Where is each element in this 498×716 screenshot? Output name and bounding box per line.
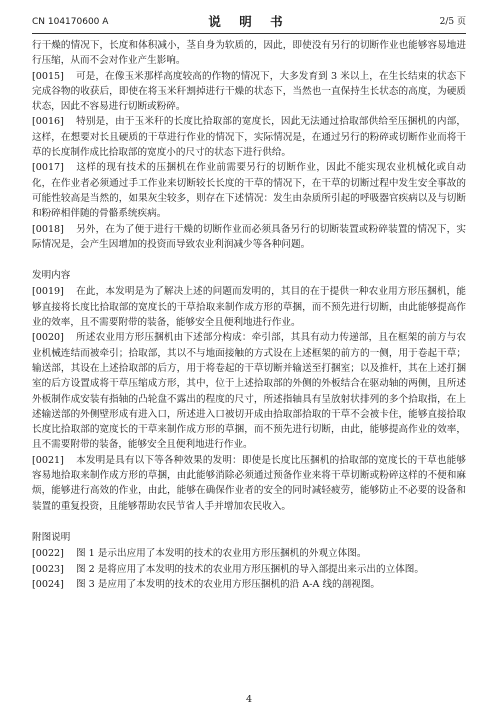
paragraph <box>32 562 466 577</box>
paragraph <box>32 222 466 253</box>
paragraph-text: 所述农业用方形压捆机由下述部分构成：牵引部，其具有动力传递部，且在框架的前方与农业机械连结而被牵引；拾取部，其以不与地面接触的方式设在上述框架的前方的一侧，用于卷起干草；输送部，其设在上述拾取部的后方，用于将卷起的干草切断并输送至打捆室；以及推杆，其在上述打捆室的后方设置成将干草压缩成方形，其中，位于上述拾取部的外侧的外板结合在驱动轴的两侧，且所述外板制作成安装有指轴的凸轮盘不露出的程度的尺寸，所述指轴具有呈放射状排列的多个拾取指，在上述输送部的外侧壁形成有进入口，所述进入口被切开成由拾取部拾取的干草不会被卡住，能够直接拾取长度比拾取部的宽度长的干草来制作成方形的草捆，而不预先进行切断，由此，能够提高作业的效率，且不需要附带的装备，能够安全且便利地进行作业。 <box>32 332 466 451</box>
section-heading-summary: 发明内容 <box>32 270 71 282</box>
paragraph <box>32 453 466 514</box>
publication-number: CN 104170600 A <box>32 17 109 27</box>
paragraph <box>32 69 466 115</box>
paragraph <box>32 284 466 330</box>
paragraph-text: 特别是，由于玉米秆的长度比拾取部的宽度长，因此无法通过拾取部供给至压捆机的内部，这样，在想要对长且硬质的干草进行作业的情况下，实际情况是，在通过另行的粉碎或切断作业而将干草的长度制作成比拾取部的宽度小的尺寸的状态下进行供给。 <box>32 116 466 159</box>
paragraph-text: 可是，在像玉米那样高度较高的作物的情况下，大多发育到 3 米以上，在生长结束的状态下完成谷物的收获后，即使在将玉米秆割掉进行干燥的状态下，当然也一直保持生长状态的高度，为硬质状态，因此不容易进行切断或粉碎。 <box>32 70 466 113</box>
section-heading-drawings: 附图说明 <box>32 531 71 543</box>
paragraph <box>32 577 466 592</box>
page-title: 说 明 书 <box>208 14 290 29</box>
paragraph-text: 图 1 是示出应用了本发明的技术的农业用方形压捆机的外观立体图。 <box>76 548 367 560</box>
page-header <box>32 12 466 32</box>
header-rule <box>32 33 466 34</box>
paragraph-text: 另外，在为了便于进行干燥的切断作业而必须具备另行的切断装置或粉碎装置的情况下，实际情况是，会产生因增加的投资而导致农业利润减少等各种问题。 <box>32 223 466 250</box>
paragraph-group-drawings <box>32 546 466 592</box>
page-number: 4 <box>245 694 253 705</box>
page-indicator: 2/5 页 <box>439 17 466 27</box>
paragraph-text: 图 2 是将应用了本发明的技术的农业用方形压捆机的导入部提出来示出的立体图。 <box>76 563 424 575</box>
continuation-text: 行干燥的情况下，长度和体积减小，茎自身为软质的，因此，即使没有另行的切断作业也能够容易地进行压缩，从而不会对作业产生影响。 <box>32 40 466 67</box>
paragraph <box>32 546 466 561</box>
paragraph-number: [0017] <box>32 162 64 174</box>
paragraph <box>32 330 466 452</box>
paragraph-number: [0015] <box>32 70 64 82</box>
paragraph-group-background <box>32 69 466 253</box>
paragraph <box>32 160 466 221</box>
paragraph-number: [0019] <box>32 286 64 298</box>
paragraph-number: [0018] <box>32 223 64 235</box>
paragraph-text: 在此，本发明是为了解决上述的问题而发明的，其目的在于提供一种农业用方形压捆机，能够直接将长度比拾取部的宽度长的干草拾取来制作成方形的草捆，而不预先进行切断，由此能够提高作业的效率，且不需要附带的装备，能够安全且便利地进行作业。 <box>32 286 466 329</box>
paragraph-text: 这样的现有技术的压捆机在作业前需要另行的切断作业，因此不能实现农业机械化或自动化，在作业者必须通过手工作业来切断较长长度的干草的情况下，在干草的切断过程中发生安全事故的可能性较高是当然的，如果灰尘较多，则存在下述情况：发生由杂质所引起的呼吸器官疾病以及与切断和粉碎相伴随的骨骼系统疾病。 <box>32 162 466 220</box>
paragraph-number: [0022] <box>32 548 64 560</box>
paragraph-number: [0024] <box>32 578 64 590</box>
paragraph-number: [0016] <box>32 116 64 128</box>
document-body <box>32 38 466 592</box>
paragraph-number: [0021] <box>32 454 64 466</box>
paragraph-group-summary <box>32 284 466 513</box>
paragraph-number: [0020] <box>32 332 64 344</box>
paragraph-number: [0023] <box>32 563 64 575</box>
paragraph-text: 图 3 是应用了本发明的技术的农业用方形压捆机的沿 A-A 线的剖视图。 <box>76 578 381 590</box>
paragraph <box>32 114 466 160</box>
paragraph-text: 本发明是具有以下等各种效果的发明：即使是长度比压捆机的拾取部的宽度长的干草也能够容易地拾取来制作成方形的草捆，由此能够消除必须通过预备作业来将干草切断或粉碎这样的不便和麻烦，能够进行高效的作业，由此，能够在确保作业者的安全的同时减轻疲劳，能够防止不必要的设备和装置的重复投资，且能够帮助农民节省人手并增加农民收入。 <box>32 454 466 512</box>
